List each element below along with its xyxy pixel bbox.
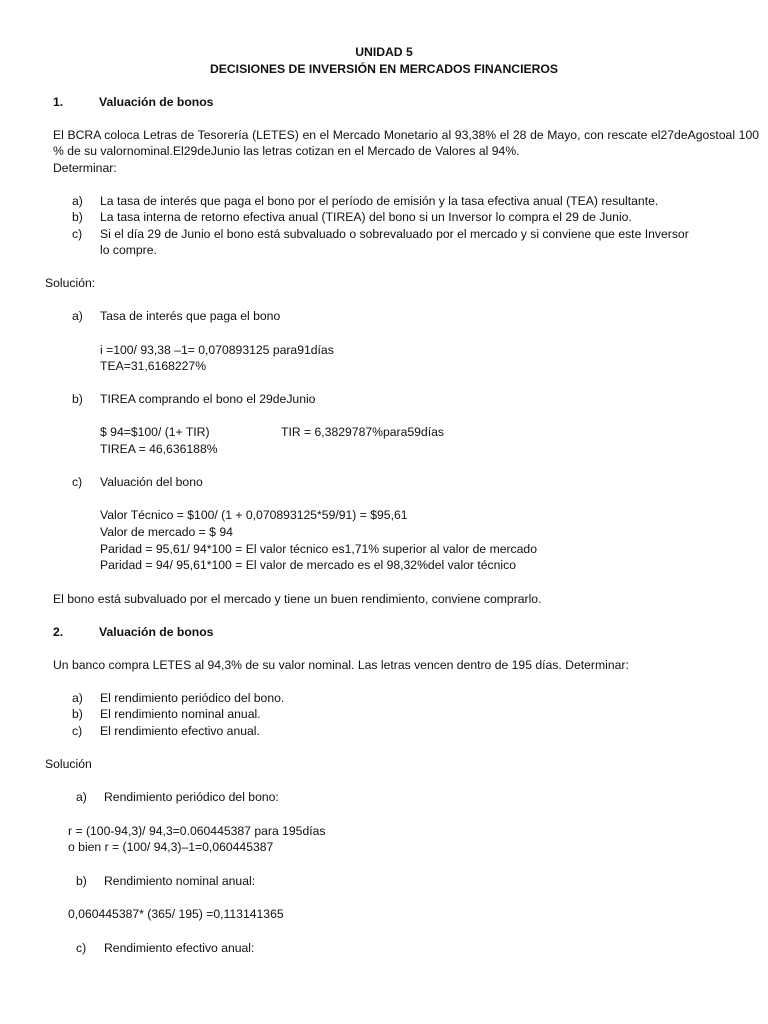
item-label: a) — [72, 309, 83, 323]
section1-item-c — [72, 226, 689, 242]
item-label: c) — [72, 724, 83, 738]
sol1-c-title — [72, 474, 203, 490]
sol1-b-line1-right: TIR = 6,3829787%para59días — [281, 425, 444, 439]
item-label: b) — [72, 707, 83, 721]
item-label: c) — [72, 475, 83, 489]
sol2-b-title — [76, 873, 255, 889]
sol2-b-line1: 0,060445387* (365/ 195) =0,113141365 — [68, 907, 284, 921]
item-text: Rendimiento nominal anual: — [104, 874, 256, 888]
sol1-b-line1-left: $ 94=$100/ (1+ TIR) — [100, 425, 210, 439]
item-text: Rendimiento periódico del bono: — [104, 790, 279, 804]
sol2-c-title — [76, 940, 254, 956]
section2-heading-text: Valuación de bonos — [99, 625, 214, 639]
sol1-a-line1: i =100/ 93,38 –1= 0,070893125 para91días — [100, 343, 334, 357]
sol1-b-title — [72, 391, 315, 407]
item-text: El rendimiento efectivo anual. — [100, 724, 260, 738]
section1-determine: Determinar: — [53, 161, 117, 175]
section2-item-c — [72, 723, 260, 739]
section1-item-b — [72, 209, 632, 225]
section1-item-a — [72, 193, 658, 209]
item-text: Si el día 29 de Junio el bono está subvaluado o sobrevaluado por el mercado y si conviene que este Inversor — [100, 227, 689, 241]
item-label: b) — [72, 392, 83, 406]
section1-heading-text: Valuación de bonos — [99, 95, 214, 109]
item-label: a) — [72, 691, 83, 705]
section2-solution-label: Solución — [45, 757, 92, 771]
item-text: La tasa interna de retorno efectiva anual (TIREA) del bono si un Inversor lo compra el 29 de Junio. — [100, 210, 632, 224]
section2-statement: Un banco compra LETES al 94,3% de su valor nominal. Las letras vencen dentro de 195 días. Determinar: — [53, 658, 629, 672]
section1-statement: El BCRA coloca Letras de Tesorería (LETES) en el Mercado Monetario al 93,38% el 28 de Mayo, con rescate el27deAgostoal 100 % de su valornominal.El29deJunio las letras cotizan en el Mercado de Valores al 94%. — [53, 128, 759, 158]
section1-number: 1. — [53, 95, 64, 109]
item-text: Tasa de interés que paga el bono — [100, 309, 281, 323]
unit-label: UNIDAD 5 — [355, 45, 413, 59]
section1-heading — [53, 94, 213, 110]
section1-solution-label: Solución: — [45, 276, 96, 290]
item-text: TIREA comprando el bono el 29deJunio — [100, 392, 316, 406]
section2-item-b — [72, 706, 261, 722]
item-text: El rendimiento nominal anual. — [100, 707, 261, 721]
item-label: b) — [76, 874, 87, 888]
item-label: a) — [76, 790, 87, 804]
item-label: b) — [72, 210, 83, 224]
sol1-c-line2: Valor de mercado = $ 94 — [100, 525, 233, 539]
sol1-a-title — [72, 308, 280, 324]
sol2-a-line1: r = (100-94,3)/ 94,3=0.060445387 para 195días — [68, 824, 326, 838]
sol1-b-line2: TIREA = 46,636188% — [100, 442, 218, 456]
section1-conclusion: El bono está subvaluado por el mercado y tiene un buen rendimiento, conviene comprarlo. — [53, 592, 542, 606]
sol1-c-line4: Paridad = 94/ 95,61*100 = El valor de mercado es el 98,32%del valor técnico — [100, 558, 516, 572]
sol2-a-title — [76, 789, 279, 805]
item-text: El rendimiento periódico del bono. — [100, 691, 285, 705]
item-text: Rendimiento efectivo anual: — [104, 941, 255, 955]
item-label: c) — [76, 941, 87, 955]
item-label: a) — [72, 194, 83, 208]
item-text: Valuación del bono — [100, 475, 203, 489]
sol2-a-line2: o bien r = (100/ 94,3)–1=0,060445387 — [68, 840, 274, 854]
section2-item-a — [72, 690, 284, 706]
sol1-a-line2: TEA=31,6168227% — [100, 359, 207, 373]
sol1-c-line3: Paridad = 95,61/ 94*100 = El valor técnico es1,71% superior al valor de mercado — [100, 542, 537, 556]
document-title: DECISIONES DE INVERSIÓN EN MERCADOS FINANCIEROS — [209, 62, 559, 76]
item-label: c) — [72, 227, 83, 241]
sol1-c-line1: Valor Técnico = $100/ (1 + 0,070893125*59/91) = $95,61 — [100, 508, 408, 522]
section1-item-c-cont: lo compre. — [100, 243, 157, 257]
section2-number: 2. — [53, 625, 64, 639]
item-text: La tasa de interés que paga el bono por el período de emisión y la tasa efectiva anual (TEA) resultante. — [100, 194, 659, 208]
section2-heading — [53, 624, 213, 640]
